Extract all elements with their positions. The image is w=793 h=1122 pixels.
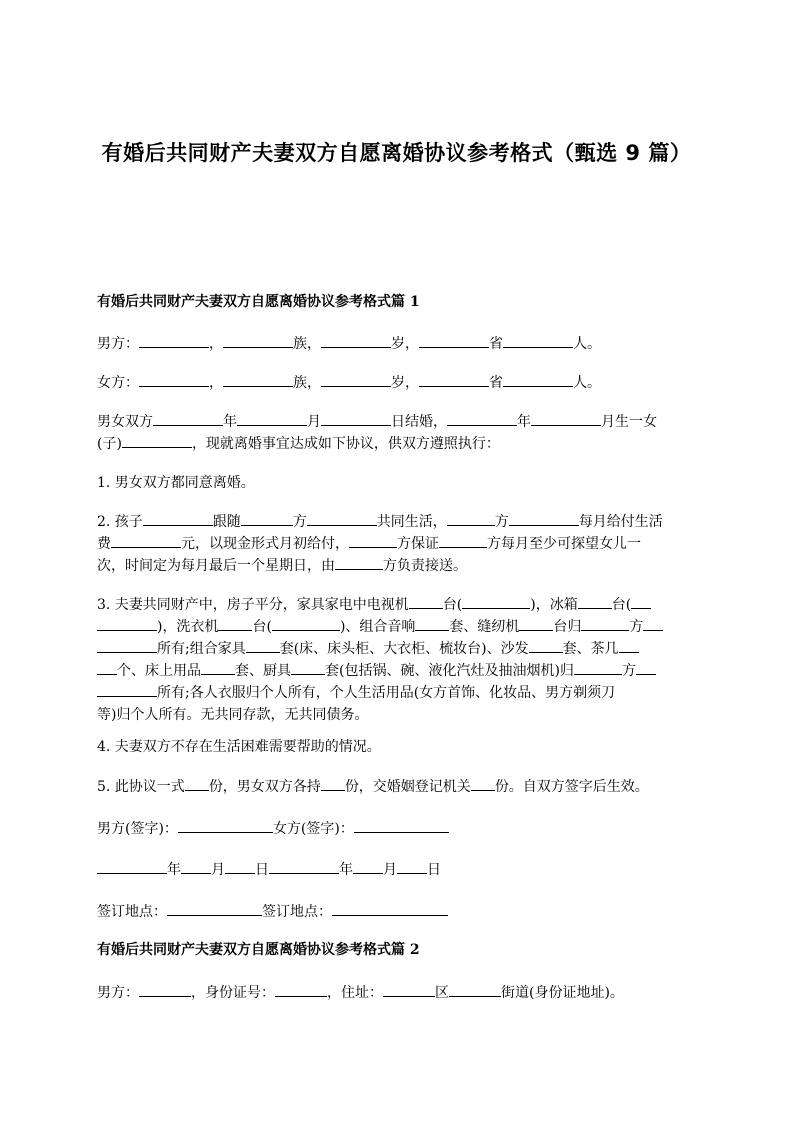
blank — [383, 982, 435, 997]
text: 台( — [611, 597, 632, 613]
blank — [97, 859, 167, 874]
blank — [223, 333, 293, 348]
signing-place-line — [97, 901, 697, 923]
text: 台( — [442, 597, 463, 613]
blank — [223, 372, 293, 387]
text: 区 — [435, 985, 449, 1001]
text: 份，男女双方各持 — [208, 779, 321, 795]
text: 每月给付生活 — [578, 514, 663, 530]
text: 套(床、床头柜、大衣柜、梳妆台)、沙发 — [279, 641, 529, 657]
text: 日 — [427, 862, 441, 878]
blank — [97, 682, 157, 697]
text: ，身份证号： — [191, 985, 275, 1001]
text: 5. 此协议一式 — [97, 779, 185, 795]
blank — [201, 660, 235, 675]
document-title: 有婚后共同财产夫妻双方自愿离婚协议参考格式（甄选 9 篇） — [101, 141, 692, 165]
text: )、组合音响 — [339, 619, 416, 635]
person-label: 人。 — [573, 336, 601, 352]
text: 方 — [494, 514, 509, 530]
blank — [139, 372, 209, 387]
blank — [349, 533, 397, 548]
text: 套、缝纫机 — [449, 619, 520, 635]
text: 次，时间定为每月最后一个星期日，由 — [97, 558, 335, 574]
age-label: 岁， — [391, 375, 419, 391]
text: 年 — [223, 414, 237, 430]
blank — [321, 411, 391, 426]
blank — [503, 333, 573, 348]
blank — [269, 859, 339, 874]
blank — [122, 433, 192, 448]
blank — [321, 333, 391, 348]
age-label: 岁， — [391, 336, 419, 352]
text: 月 — [307, 414, 321, 430]
blank — [471, 776, 495, 791]
text: 月 — [383, 862, 397, 878]
blank — [531, 411, 601, 426]
blank — [153, 411, 223, 426]
agreement-item-5 — [97, 776, 697, 798]
text: 个、床上用品 — [117, 663, 201, 679]
text: 签订地点： — [262, 904, 332, 920]
text: 元，以现金形式月初给付， — [181, 536, 349, 552]
blank — [503, 372, 573, 387]
blank — [636, 660, 656, 675]
blank — [354, 818, 449, 833]
blank — [447, 511, 495, 526]
blank — [181, 859, 211, 874]
punct: ， — [209, 375, 223, 391]
person-label: 人。 — [573, 375, 601, 391]
blank — [509, 511, 579, 526]
blank — [643, 616, 663, 631]
text: 共同生活， — [376, 514, 447, 530]
blank — [335, 555, 383, 570]
text: 签订地点： — [97, 904, 167, 920]
blank — [353, 859, 383, 874]
female-signature-label: 女方(签字)： — [272, 821, 354, 837]
blank — [241, 511, 293, 526]
blank — [139, 982, 191, 997]
text: ，住址： — [327, 985, 383, 1001]
text: 份，交婚姻登记机关 — [344, 779, 471, 795]
agreement-item-2 — [97, 511, 697, 577]
ethnic-label: 族， — [293, 375, 321, 391]
blank — [519, 616, 553, 631]
blank — [574, 660, 622, 675]
blank — [307, 511, 377, 526]
text: 年 — [167, 862, 181, 878]
male-signature-label: 男方(签字)： — [97, 821, 178, 837]
text: 3. 夫妻共同财产中，房子平分，家具家电中电视机 — [97, 597, 409, 613]
blank — [143, 511, 213, 526]
text: 费 — [97, 536, 111, 552]
province-label: 省 — [489, 375, 503, 391]
blank — [415, 616, 449, 631]
text: 方 — [292, 514, 307, 530]
agreement-item-3 — [97, 594, 697, 726]
text: 日结婚， — [391, 414, 447, 430]
blank — [321, 372, 391, 387]
blank — [225, 859, 255, 874]
blank — [97, 638, 157, 653]
section-heading-1: 有婚后共同财产夫妻双方自愿离婚协议参考格式篇 1 — [97, 294, 420, 310]
blank — [619, 638, 639, 653]
blank — [449, 982, 501, 997]
text: 套(包括锅、碗、液化汽灶及抽油烟机)归 — [325, 663, 574, 679]
male-label: 男方： — [97, 336, 139, 352]
blank — [321, 776, 345, 791]
agreement-item-1: 1. 男女双方都同意离婚。 — [97, 475, 255, 491]
text: 套、厨具 — [235, 663, 291, 679]
text: 街道(身份证地址)。 — [501, 985, 624, 1001]
blank — [272, 616, 340, 631]
text: ，现就离婚事宜达成如下协议，供双方遵照执行： — [191, 436, 500, 452]
blank — [581, 616, 629, 631]
text: 年 — [517, 414, 531, 430]
province-label: 省 — [489, 336, 503, 352]
text: 男女双方 — [97, 414, 153, 430]
text: 方保证 — [397, 536, 439, 552]
text: 月生一女 — [601, 414, 657, 430]
marriage-paragraph — [97, 411, 697, 455]
blank — [237, 411, 307, 426]
blank — [178, 818, 273, 833]
female-info-line — [97, 372, 697, 394]
blank — [97, 616, 157, 631]
blank — [578, 594, 612, 609]
text: 台归 — [553, 619, 582, 635]
blank — [97, 660, 117, 675]
blank — [291, 660, 325, 675]
date-line — [97, 859, 697, 881]
blank — [529, 638, 563, 653]
agreement-item-4: 4. 夫妻双方不存在生活困难需要帮助的情况。 — [97, 739, 381, 755]
female-label: 女方： — [97, 375, 139, 391]
text: 份。自双方签字后生效。 — [494, 779, 649, 795]
blank — [631, 594, 651, 609]
blank — [218, 616, 252, 631]
section-heading-2: 有婚后共同财产夫妻双方自愿离婚协议参考格式篇 2 — [97, 942, 420, 958]
text: 跟随 — [212, 514, 241, 530]
text: 月 — [211, 862, 225, 878]
blank — [332, 901, 448, 916]
blank — [167, 901, 262, 916]
text: 所有;组合家具 — [157, 641, 246, 657]
text: 等)归个人所有。无共同存款，无共同债务。 — [97, 707, 369, 723]
blank — [419, 372, 489, 387]
text: 方每月至少可探望女儿一 — [487, 536, 641, 552]
blank — [139, 333, 209, 348]
blank — [246, 638, 280, 653]
blank — [462, 594, 530, 609]
text: 套、茶几 — [562, 641, 619, 657]
text: 方 — [621, 663, 636, 679]
signature-line — [97, 818, 697, 840]
text: 台( — [252, 619, 272, 635]
blank — [447, 411, 517, 426]
text: 方 — [629, 619, 644, 635]
blank — [409, 594, 443, 609]
text: 日 — [255, 862, 269, 878]
text: (子) — [97, 436, 122, 452]
text: 所有;各人衣服归个人所有，个人生活用品(女方首饰、化妆品、男方剃须刀 — [157, 685, 616, 701]
text: 2. 孩子 — [97, 514, 143, 530]
text: 方负责接送。 — [383, 558, 467, 574]
blank — [275, 982, 327, 997]
text: )，冰箱 — [530, 597, 578, 613]
punct: ， — [209, 336, 223, 352]
text: 年 — [339, 862, 353, 878]
male-info-line — [97, 333, 697, 355]
blank — [419, 333, 489, 348]
blank — [397, 859, 427, 874]
ethnic-label: 族， — [293, 336, 321, 352]
blank — [439, 533, 487, 548]
text: 男方： — [97, 985, 139, 1001]
text: )，洗衣机 — [157, 619, 219, 635]
male-id-line — [97, 982, 697, 1004]
blank — [111, 533, 181, 548]
blank — [185, 776, 209, 791]
